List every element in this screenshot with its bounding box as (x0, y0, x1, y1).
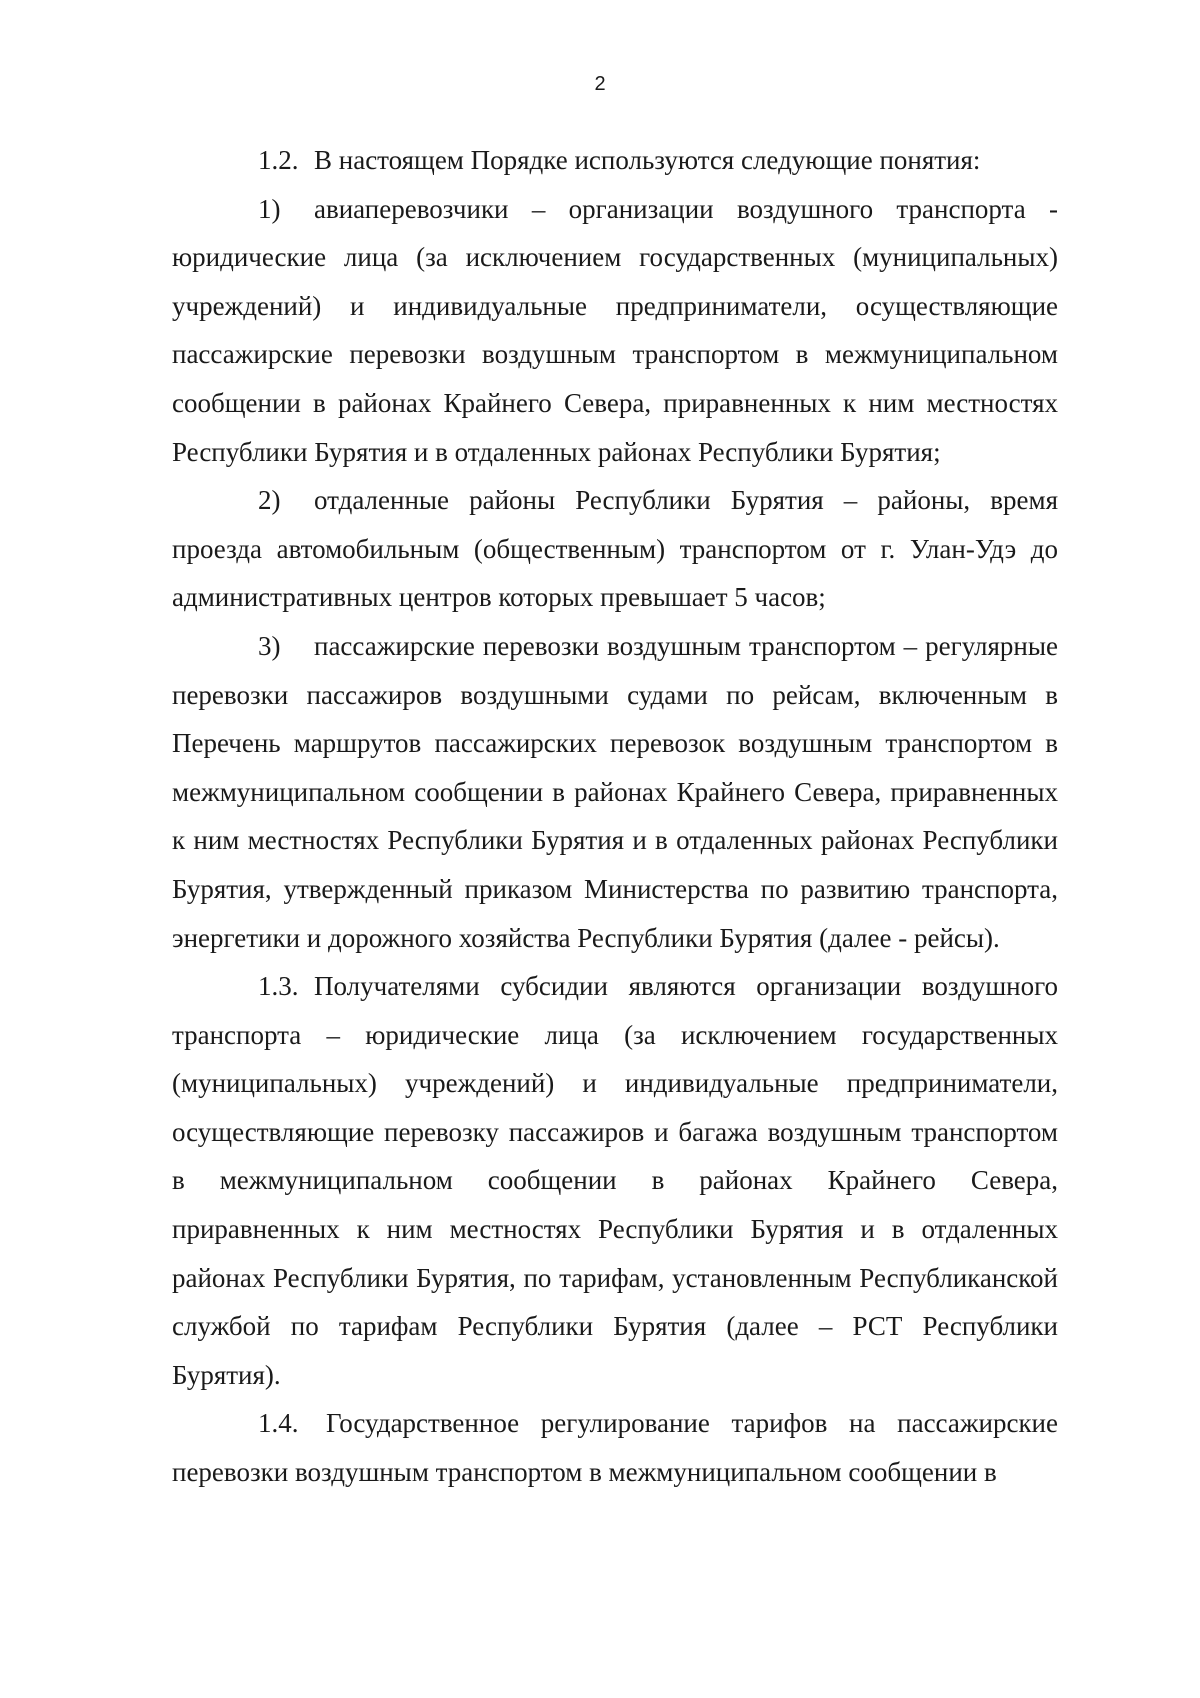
paragraph-number: 1.4. (258, 1408, 299, 1439)
paragraph-text: В настоящем Порядке используются следующие понятия: (314, 145, 981, 175)
paragraph-number: 1) (258, 193, 281, 224)
paragraph-number: 3) (258, 630, 281, 661)
paragraph-text: отдаленные районы Республики Бурятия – районы, время проезда автомобильным (общественным) транспортом от г. Улан-Удэ до административных центров которых превышает 5 часов; (172, 485, 1058, 613)
paragraph-number: 1.3. (258, 971, 299, 1002)
paragraph-text: авиаперевозчики – организации воздушного транспорта - юридические лица (за исключением государственных (муниципальных) учреждений) и индивидуальные предприниматели, осуществляющие пассажирские перевозки воздушным транспортом в межмуниципальном сообщении в районах Крайнего Севера, приравненных к ним местностях Республики Бурятия и в отдаленных районах Республики Бурятия; (172, 193, 1058, 467)
paragraph-1-2 (172, 136, 1058, 185)
page-number: 2 (594, 73, 606, 95)
paragraph-text: Государственное регулирование тарифов на пассажирские перевозки воздушным транспортом в межмуниципальном сообщении в (172, 1408, 1058, 1488)
paragraph-1-4 (172, 1399, 1058, 1496)
paragraph-text: пассажирские перевозки воздушным транспортом – регулярные перевозки пассажиров воздушными судами по рейсам, включенным в Перечень маршрутов пассажирских перевозок воздушным транспортом в межмуниципальном сообщении в районах Крайнего Севера, приравненных к ним местностях Республики Бурятия и в отдаленных районах Республики Бурятия, утвержденный приказом Министерства по развитию транспорта, энергетики и дорожного хозяйства Республики Бурятия (далее - рейсы). (172, 630, 1058, 953)
paragraph-number: 2) (258, 485, 281, 516)
paragraph-item-1 (172, 185, 1058, 477)
paragraph-item-2 (172, 476, 1058, 622)
paragraph-item-3 (172, 622, 1058, 962)
document-body (172, 136, 1058, 1497)
paragraph-number: 1.2. (258, 145, 299, 175)
paragraph-text: Получателями субсидии являются организации воздушного транспорта – юридические лица (за исключением государственных (муниципальных) учреждений) и индивидуальные предприниматели, осуществляющие перевозку пассажиров и багажа воздушным транспортом в межмуниципальном сообщении в районах Крайнего Севера, приравненных к ним местностях Республики Бурятия и в отдаленных районах Республики Бурятия, по тарифам, установленным Республиканской службой по тарифам Республики Бурятия (далее – РСТ Республики Бурятия). (172, 971, 1058, 1390)
paragraph-1-3 (172, 962, 1058, 1399)
